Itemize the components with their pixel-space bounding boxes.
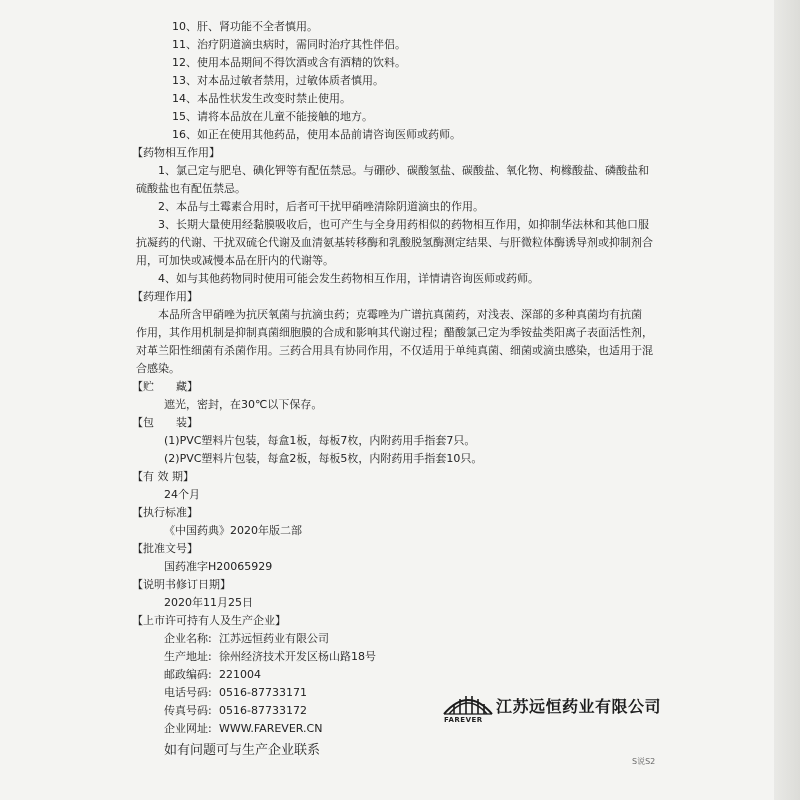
logo-company-name: 江苏远恒药业有限公司: [496, 697, 662, 716]
interactions-line: 4、如与其他药物同时使用可能会发生药物相互作用，详情请咨询医师或药师。: [158, 272, 539, 285]
leaflet-content: [132, 18, 680, 760]
field-label: 企业名称:: [164, 632, 212, 645]
field-value: 江苏远恒药业有限公司: [219, 632, 329, 645]
interactions-line: 3、长期大量使用经黏膜吸收后，也可产生与全身用药相似的药物相互作用，如抑制华法林和其他口服: [158, 218, 649, 231]
approval-heading: 【批准文号】: [132, 542, 198, 555]
packaging-line: (1)PVC塑料片包装，每盒1板，每板7枚，内附药用手指套7只。: [164, 434, 476, 447]
revision-text: 2020年11月25日: [164, 596, 253, 609]
caution-item: 16、如正在使用其他药品，使用本品前请咨询医师或药师。: [172, 128, 461, 141]
field-value: 0516-87733172: [219, 704, 307, 717]
field-value: 0516-87733171: [219, 686, 307, 699]
field-value: 徐州经济技术开发区杨山路18号: [219, 650, 376, 663]
page-edge: [774, 0, 800, 800]
validity-text: 24个月: [164, 488, 200, 501]
revision-heading: 【说明书修订日期】: [132, 578, 231, 591]
interactions-line: 1、氯己定与肥皂、碘化钾等有配伍禁忌。与硼砂、碳酸氢盐、碳酸盐、氧化物、枸橼酸盐、磷酸盐和: [158, 164, 649, 177]
pharmacology-heading: 【药理作用】: [132, 290, 198, 303]
address-row: [136, 648, 680, 666]
postcode-row: [136, 666, 680, 684]
interactions-line: 抗凝药的代谢、干扰双硫仑代谢及血清氨基转移酶和乳酸脱氢酶测定结果、与肝微粒体酶诱导剂或抑制剂合: [136, 236, 653, 249]
packaging-heading: 【包 装】: [132, 416, 198, 429]
field-value: WWW.FAREVER.CN: [219, 722, 323, 735]
caution-item: 10、肝、肾功能不全者慎用。: [172, 20, 318, 33]
caution-item: 13、对本品过敏者禁用，过敏体质者慎用。: [172, 74, 384, 87]
pharmacology-line: 对革兰阳性细菌有杀菌作用。三药合用具有协同作用，不仅适用于单纯真菌、细菌或滴虫感染，也适用于混: [136, 344, 653, 357]
pharmacology-line: 作用，其作用机制是抑制真菌细胞膜的合成和影响其代谢过程；醋酸氯己定为季铵盐类阳离子表面活性剂，: [136, 326, 653, 339]
packaging-line: (2)PVC塑料片包装，每盒2板，每板5枚，内附药用手指套10只。: [164, 452, 483, 465]
interactions-line: 2、本品与土霉素合用时，后者可干扰甲硝唑清除阴道滴虫的作用。: [158, 200, 484, 213]
logo-english-name: FAREVER: [444, 716, 483, 724]
page-number: S说S2: [632, 757, 656, 766]
caution-item: 15、请将本品放在儿童不能接触的地方。: [172, 110, 373, 123]
pharmacology-line: 本品所含甲硝唑为抗厌氧菌与抗滴虫药；克霉唑为广谱抗真菌药，对浅表、深部的多种真菌均有抗菌: [158, 308, 642, 321]
field-label: 邮政编码:: [164, 668, 212, 681]
field-label: 生产地址:: [164, 650, 212, 663]
interactions-heading: 【药物相互作用】: [132, 146, 220, 159]
standard-heading: 【执行标准】: [132, 506, 198, 519]
approval-text: 国药准字H20065929: [164, 560, 273, 573]
caution-item: 12、使用本品期间不得饮酒或含有酒精的饮料。: [172, 56, 406, 69]
field-label: 传真号码:: [164, 704, 212, 717]
field-label: 电话号码:: [164, 686, 212, 699]
pharmacology-line: 合感染。: [136, 362, 180, 375]
contact-note: 如有问题可与生产企业联系: [164, 743, 321, 758]
interactions-line: 硫酸盐也有配伍禁忌。: [136, 182, 246, 195]
interactions-line: 用，可加快或减慢本品在肝内的代谢等。: [136, 254, 334, 267]
caution-item: 14、本品性状发生改变时禁止使用。: [172, 92, 351, 105]
standard-text: 《中国药典》2020年版二部: [164, 524, 302, 537]
company-logo: [440, 684, 690, 734]
storage-text: 遮光，密封，在30℃以下保存。: [164, 398, 323, 411]
holder-heading: 【上市许可持有人及生产企业】: [132, 614, 286, 627]
field-label: 企业网址:: [164, 722, 212, 735]
validity-heading: 【有 效 期】: [132, 470, 194, 483]
company-name-row: [136, 630, 680, 648]
field-value: 221004: [219, 668, 261, 681]
storage-heading: 【贮 藏】: [132, 380, 198, 393]
caution-item: 11、治疗阴道滴虫病时，需同时治疗其性伴侣。: [172, 38, 406, 51]
